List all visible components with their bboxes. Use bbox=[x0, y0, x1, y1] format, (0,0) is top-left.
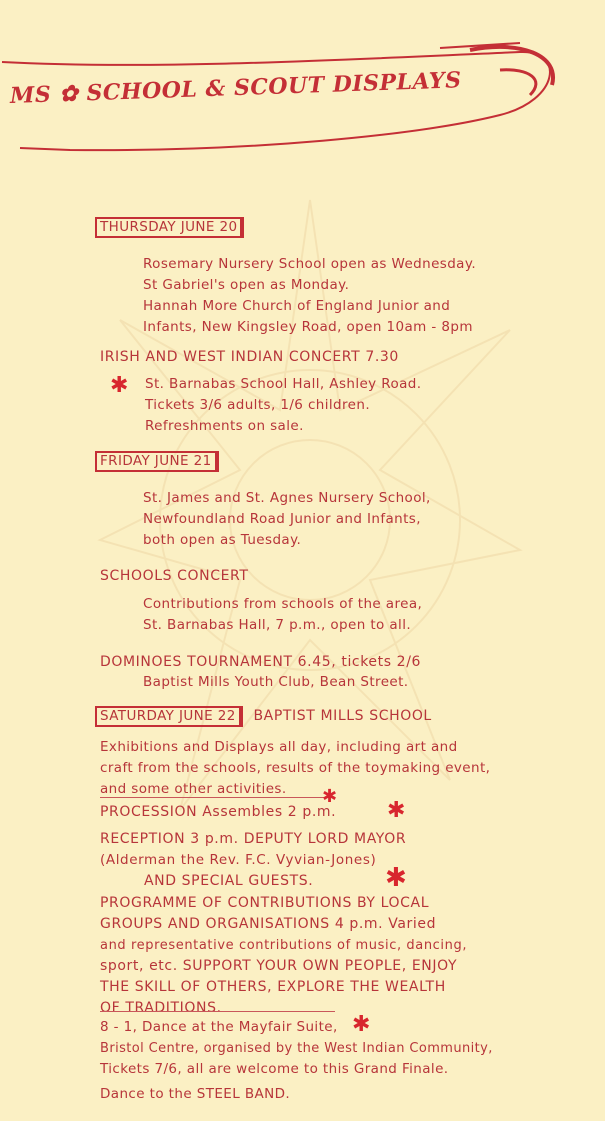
programme-line: GROUPS AND ORGANISATIONS 4 p.m. Varied bbox=[100, 916, 437, 932]
friday-line: St. James and St. Agnes Nursery School, bbox=[143, 490, 431, 506]
programme-line: sport, etc. SUPPORT YOUR OWN PEOPLE, ENJOY bbox=[100, 958, 458, 974]
dominoes-venue: Baptist Mills Youth Club, Bean Street. bbox=[143, 674, 409, 690]
concert-line: Tickets 3/6 adults, 1/6 children. bbox=[145, 397, 371, 413]
saturday-details bbox=[100, 737, 490, 800]
dance-block bbox=[100, 1017, 493, 1080]
concert-line: Refreshments on sale. bbox=[145, 418, 304, 434]
friday-line: both open as Tuesday. bbox=[143, 532, 302, 548]
thursday-heading: THURSDAY JUNE 20 bbox=[95, 217, 244, 238]
thursday-details bbox=[143, 254, 476, 338]
dance-line: Tickets 7/6, all are welcome to this Grand Finale. bbox=[100, 1061, 449, 1077]
divider bbox=[100, 1011, 335, 1012]
thursday-line: Rosemary Nursery School open as Wednesday. bbox=[143, 256, 477, 272]
dominoes-heading: DOMINOES TOURNAMENT 6.45, tickets 2/6 bbox=[100, 654, 422, 670]
thursday-heading-wrap bbox=[95, 217, 244, 238]
programme-line: THE SKILL OF OTHERS, EXPLORE THE WEALTH bbox=[100, 979, 446, 995]
reception-line: AND SPECIAL GUESTS. bbox=[144, 873, 314, 889]
reception-line: RECEPTION 3 p.m. DEPUTY LORD MAYOR bbox=[100, 831, 407, 847]
saturday-venue: BAPTIST MILLS SCHOOL bbox=[253, 708, 432, 724]
schools-concert-line: St. Barnabas Hall, 7 p.m., open to all. bbox=[143, 617, 412, 633]
star-icon: ✱ bbox=[322, 786, 338, 807]
star-icon: ✱ bbox=[385, 863, 407, 893]
programme-block bbox=[100, 893, 467, 1019]
divider bbox=[100, 797, 335, 798]
reception-block bbox=[100, 829, 406, 892]
programme-line: PROGRAMME OF CONTRIBUTIONS BY LOCAL bbox=[100, 895, 430, 911]
saturday-line: and some other activities. bbox=[100, 781, 287, 797]
saturday-line: Exhibitions and Displays all day, including art and bbox=[100, 739, 458, 755]
concert-line: St. Barnabas School Hall, Ashley Road. bbox=[145, 376, 422, 392]
procession-line: PROCESSION Assembles 2 p.m. bbox=[100, 804, 337, 820]
schools-concert-line: Contributions from schools of the area, bbox=[143, 596, 423, 612]
concert-heading: IRISH AND WEST INDIAN CONCERT 7.30 bbox=[100, 349, 399, 365]
thursday-line: Hannah More Church of England Junior and bbox=[143, 298, 451, 314]
reception-line: (Alderman the Rev. F.C. Vyvian-Jones) bbox=[100, 852, 377, 868]
dance-line: 8 - 1, Dance at the Mayfair Suite, bbox=[100, 1019, 338, 1035]
friday-heading-wrap bbox=[95, 451, 219, 472]
steel-band-line: Dance to the STEEL BAND. bbox=[100, 1086, 291, 1102]
saturday-heading-wrap bbox=[95, 706, 432, 727]
banner-title: MS ✿ SCHOOL & SCOUT DISPLAYS bbox=[9, 67, 462, 109]
star-icon: ✱ bbox=[387, 798, 406, 823]
saturday-line: craft from the schools, results of the toymaking event, bbox=[100, 760, 491, 776]
star-icon: ✱ bbox=[352, 1012, 371, 1037]
thursday-line: St Gabriel's open as Monday. bbox=[143, 277, 350, 293]
star-icon: ✱ bbox=[110, 373, 129, 398]
friday-heading: FRIDAY JUNE 21 bbox=[95, 451, 219, 472]
saturday-heading: SATURDAY JUNE 22 bbox=[95, 706, 243, 727]
programme-line: OF TRADITIONS. bbox=[100, 1000, 222, 1016]
dance-line: Bristol Centre, organised by the West Indian Community, bbox=[100, 1041, 493, 1056]
thursday-line: Infants, New Kingsley Road, open 10am - 8pm bbox=[143, 319, 473, 335]
schools-concert-details bbox=[143, 594, 422, 636]
concert-details bbox=[145, 374, 421, 437]
friday-line: Newfoundland Road Junior and Infants, bbox=[143, 511, 421, 527]
friday-details bbox=[143, 488, 431, 551]
programme-line: and representative contributions of music, dancing, bbox=[100, 938, 468, 953]
schools-concert-heading: SCHOOLS CONCERT bbox=[100, 568, 249, 584]
